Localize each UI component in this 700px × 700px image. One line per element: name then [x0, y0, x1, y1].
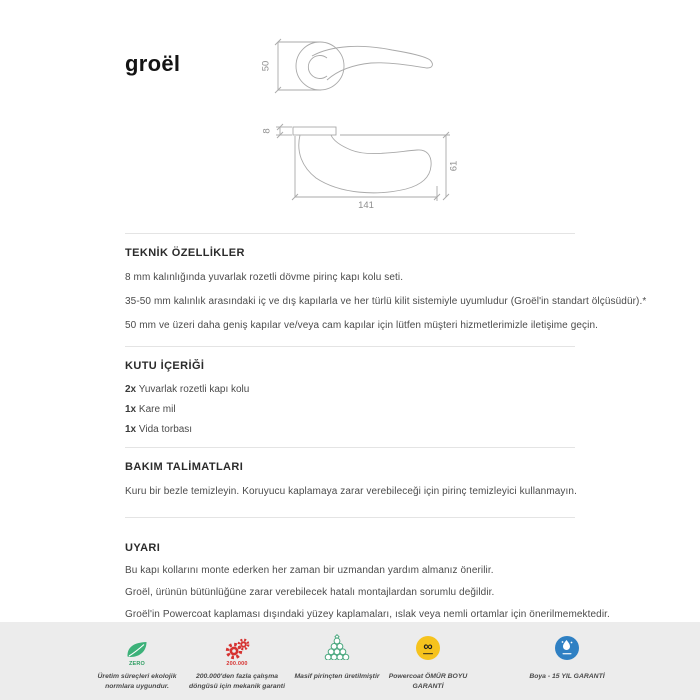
- section-divider: [125, 233, 575, 234]
- box-content-item: [125, 384, 697, 395]
- badge-mechanical-warranty: [182, 633, 292, 692]
- section-warning: [125, 542, 697, 620]
- spec-paragraph: Kuru bir bezle temizleyin. Koruyucu kaplamaya zarar verebileceği için pirinç temizleyici kullanmayın.: [125, 486, 577, 497]
- spec-paragraph: 8 mm kalınlığında yuvarlak rozetli dövme pirinç kapı kolu seti.: [125, 272, 404, 283]
- badge-eco: [82, 633, 192, 692]
- dimension-label-50: 50: [260, 60, 272, 72]
- front-view-drawing: [261, 39, 433, 93]
- spec-paragraph: Bu kapı kollarını monte ederken her zaman bir uzmandan yardım almanız önerilir.: [125, 565, 494, 576]
- badge-powercoat-lifetime: [373, 633, 483, 692]
- item-text: Kare mil: [138, 404, 176, 415]
- brass-pyramid-icon: [324, 633, 350, 660]
- dimension-label-8: 8: [261, 128, 273, 134]
- section-technical-specs: [125, 247, 697, 331]
- spec-paragraph: 35-50 mm kalınlık arasındaki iç ve dış kapılarla ve her türlü kilit sistemiyle uyumludur (Groël'in standart ölçüsüdür).*: [125, 296, 647, 307]
- badge-label: Masif pirinçten üretilmiştir: [294, 673, 380, 680]
- side-view-drawing: [262, 124, 460, 211]
- box-content-item: [125, 424, 697, 435]
- section-divider: [125, 517, 575, 518]
- section-box-contents: [125, 360, 697, 435]
- badge-label: Boya - 15 YIL GARANTİ: [529, 673, 605, 680]
- gears-icon: [224, 633, 251, 660]
- spec-paragraph: 50 mm ve üzeri daha geniş kapılar ve/veya cam kapılar için lütfen müşteri hizmetlerimizle iletişime geçin.: [125, 320, 599, 331]
- eco-leaf-icon: [125, 633, 149, 660]
- dimension-label-141: 141: [358, 200, 374, 211]
- spec-content: [125, 233, 697, 620]
- section-heading: BAKIM TALİMATLARI: [125, 461, 244, 473]
- section-maintenance: [125, 461, 697, 497]
- spec-paragraph: Groël, ürünün bütünlüğüne zarar verebilecek hatalı montajlardan sorumlu değildir.: [125, 587, 495, 598]
- item-text: Yuvarlak rozetli kapı kolu: [138, 384, 250, 395]
- badge-label: Üretim süreçleri ekolojik normlara uygundur.: [97, 673, 177, 690]
- item-quantity: 1x: [125, 404, 137, 415]
- section-heading: KUTU İÇERİĞİ: [125, 360, 205, 372]
- badge-sub-label: ZERO: [128, 661, 146, 667]
- section-divider: [125, 346, 575, 347]
- badge-label: 200.000'den fazla çalışma döngüsü için mekanik garanti: [189, 673, 285, 690]
- section-heading: TEKNİK ÖZELLİKLER: [125, 247, 245, 259]
- box-content-item: [125, 404, 697, 415]
- dimension-label-61: 61: [448, 160, 460, 172]
- item-quantity: 1x: [125, 424, 137, 435]
- paint-badge-icon: [555, 633, 579, 660]
- badge-label: Powercoat ÖMÜR BOYU GARANTİ: [388, 673, 468, 690]
- brand-logo: groël: [125, 51, 181, 76]
- section-divider: [125, 447, 575, 448]
- item-quantity: 2x: [125, 384, 137, 395]
- infinity-badge-icon: [416, 633, 440, 660]
- badge-paint-warranty: [512, 633, 622, 682]
- item-text: Vida torbası: [138, 424, 193, 435]
- certification-footer: [0, 622, 700, 700]
- badge-sub-label: 200.000: [226, 661, 248, 667]
- infinity-glyph: ∞: [423, 638, 433, 654]
- spec-paragraph: Groël'in Powercoat kaplaması dışındaki yüzey kaplamaları, ıslak veya nemli ortamlar için önerilmemektedir.: [125, 609, 610, 620]
- section-heading: UYARI: [125, 542, 161, 554]
- technical-drawings: [0, 0, 700, 230]
